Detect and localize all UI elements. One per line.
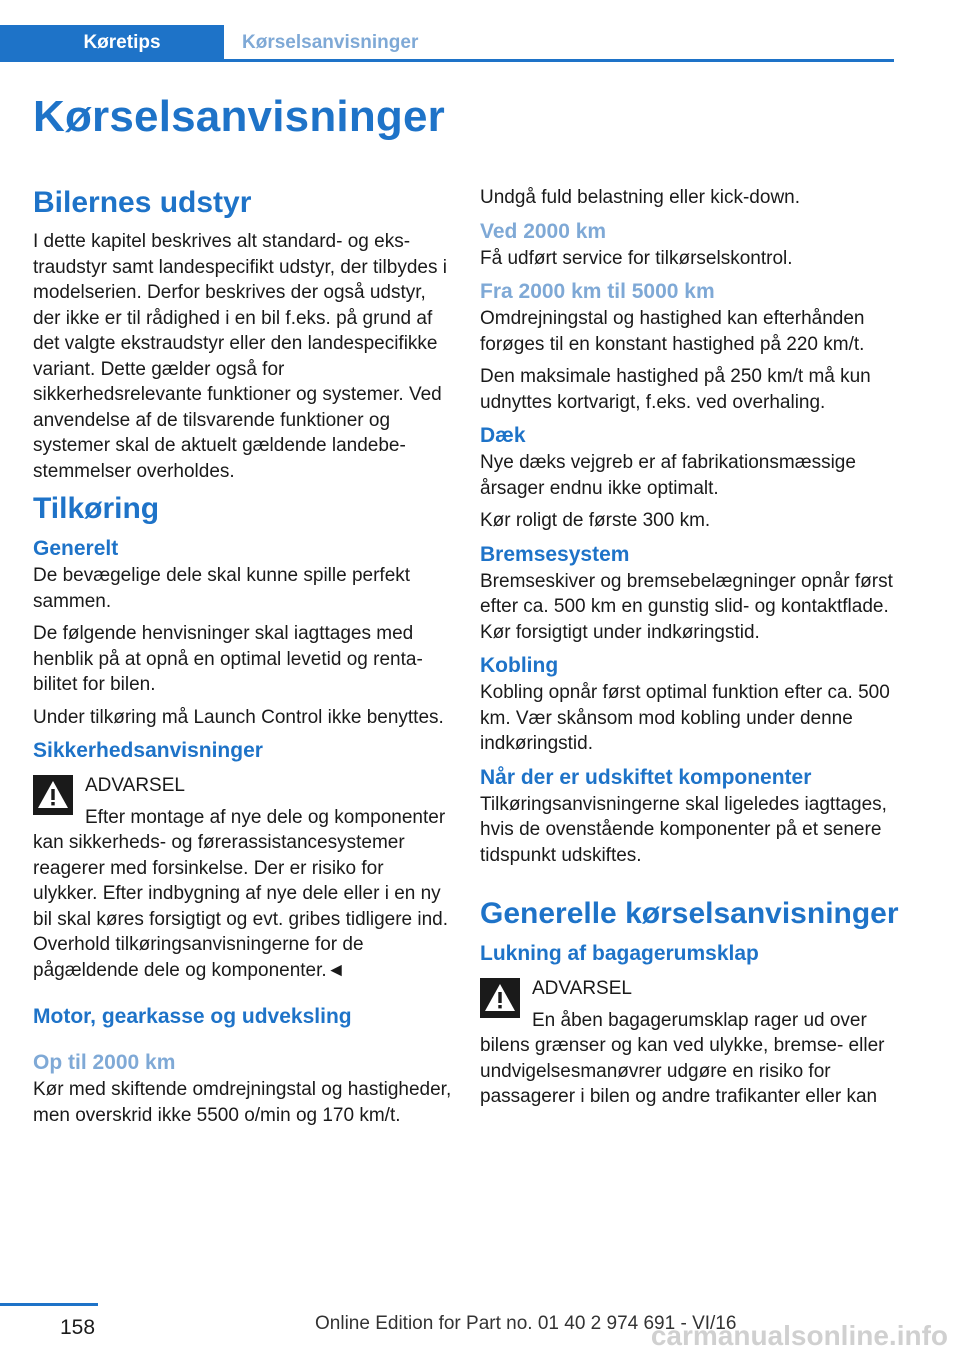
paragraph: Undgå fuld belastning eller kick-down. [480, 187, 801, 208]
paragraph: Under tilkøring må Launch Control ikke benyttes. [33, 706, 444, 728]
paragraph: Nye dæks vejgreb er af fabrikationsmæssige årsager endnu ikke optimalt. [480, 452, 856, 499]
right-column [480, 185, 900, 1117]
warning-triangle-icon [480, 978, 520, 1018]
section-title-generelle: Generelle kørselsanvisninger [480, 897, 899, 930]
subsection-title-sikkerhedsanvisninger: Sikkerhedsanvisninger [33, 739, 263, 762]
subsection-title-generelt: Generelt [33, 537, 119, 560]
header-tabbar [0, 25, 894, 62]
page-number: 158 [60, 1316, 96, 1339]
warning-triangle-icon [33, 775, 73, 815]
online-edition-label: Online Edition for Part no. 01 40 2 974 691 - VI/16 [315, 1313, 737, 1334]
paragraph: Omdrejningstal og hastighed kan efterhånden forøges til en konstant hastighed på 220 km/t. [480, 308, 865, 355]
footer-divider [0, 1303, 98, 1306]
tab-koeretips[interactable]: Køretips [0, 25, 224, 62]
paragraph: De bevægelige dele skal kunne spille perfekt sammen. [33, 565, 411, 612]
paragraph: Kobling opnår først optimal funktion efter ca. 500 km. Vær skånsom mod kobling under denne indkøringstid. [480, 682, 890, 754]
warning-text: En åben bagagerumsklap rager ud over bilens grænser og kan ved ulykke, bremse- eller undvigelsesmanøvrer udgøre en risiko for passagerer i bilen og andre trafikanter eller kan [480, 1009, 885, 1107]
watermark: carmanualsonline.info [650, 1320, 948, 1351]
subsection-title-bremsesystem: Bremsesystem [480, 542, 630, 566]
subsection-title-op-til-2000: Op til 2000 km [33, 1051, 176, 1074]
paragraph: Tilkøringsanvisningerne skal ligeledes iagttages, hvis de ovenstående komponenter på et senere tidspunkt udskiftes. [480, 793, 887, 866]
page-title: Kørselsanvisninger [33, 92, 445, 141]
subsection-title-ved-2000: Ved 2000 km [480, 219, 607, 243]
section-title-bilernes-udstyr: Bilernes udstyr [33, 186, 252, 219]
subsection-title-fra-2000: Fra 2000 km til 5000 km [480, 280, 715, 303]
tab-koerselsanvisninger[interactable]: Kørselsanvisninger [242, 32, 419, 53]
paragraph: Kør med skiftende omdrejningstal og hastigheder, men overskrid ikke 5500 o/min og 170 km/t. [33, 1079, 452, 1126]
warning-box [33, 773, 453, 983]
paragraph: I dette kapitel beskrives alt standard- og ekstraudstyr samt landespecifikt udstyr, der tilbydes i modelserien. Derfor beskrives der også udstyr, der ikke er til rådighed i en bil f.eks. på grund af det valgte ekstraudstyr eller den landespecifikke variant. Dette gælder også for sikkerhedsrelevante funktioner og systemer. Ved anvendelse af de tilsvarende funktioner og systemer skal de aktuelt gældende landebestemmelser overholdes. [33, 231, 447, 482]
paragraph: De følgende henvisninger skal iagttages med henblik på at opnå en optimal levetid og rentabilitet for bilen. [33, 623, 423, 695]
subsection-title-kobling: Kobling [480, 654, 559, 677]
header-divider [0, 59, 894, 62]
subsection-title-daek: Dæk [480, 424, 526, 447]
paragraph: Den maksimale hastighed på 250 km/t må kun udnyttes kortvarigt, f.eks. ved overhaling. [480, 366, 871, 413]
paragraph: Kør roligt de første 300 km. [480, 510, 711, 531]
warning-title: ADVARSEL [85, 775, 185, 796]
warning-text: Efter montage af nye dele og komponenter kan sikkerheds- og førerassistancesystemer reagerer med forsinkelse. Der er risiko for ulykker. Efter indbygning af nye dele eller i en ny bil skal køres forsigtigt og evt. gribes tidligere ind. Overhold tilkøringsanvisningerne for de pågældende dele og komponenter.◄ [33, 806, 449, 981]
paragraph: Få udført service for tilkørselskontrol. [480, 247, 793, 269]
warning-title: ADVARSEL [532, 978, 632, 999]
section-title-tilkoering: Tilkøring [33, 492, 160, 525]
subsection-title-udskiftet: Når der er udskiftet komponenter [480, 765, 812, 789]
paragraph: Bremseskiver og bremsebelægninger opnår først efter ca. 500 km en gunstig slid- og kontaktflade. Kør forsigtigt under indkøringstid. [480, 570, 893, 643]
subsection-title-bagagerumsklap: Lukning af bagagerumsklap [480, 942, 759, 965]
left-column [33, 185, 453, 1135]
subsection-title-motor: Motor, gearkasse og udveksling [33, 1005, 352, 1028]
warning-box [480, 976, 900, 1110]
